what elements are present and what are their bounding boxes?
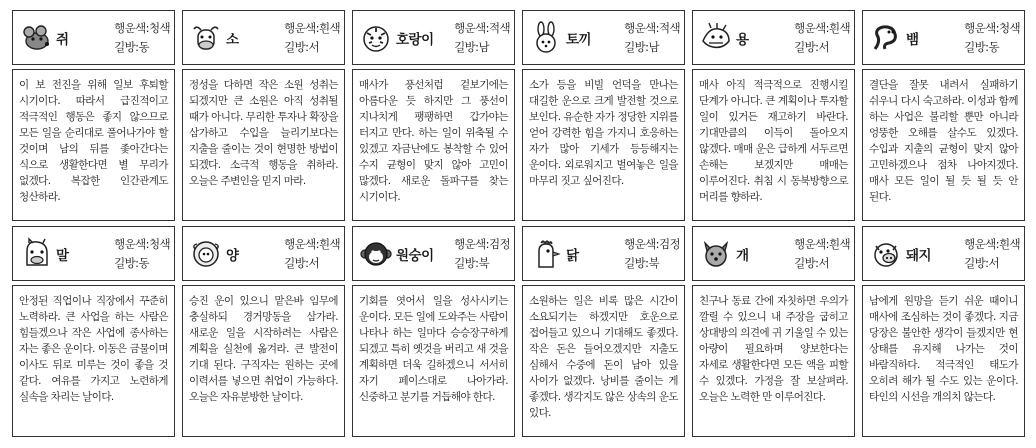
lucky-color — [794, 235, 850, 254]
fortune-row — [12, 10, 1028, 221]
lucky-color-value: 흰색 — [828, 20, 850, 35]
lucky-direction-label: 길방: — [284, 39, 309, 54]
zodiac-card — [862, 226, 1025, 437]
lucky-color-value: 검정 — [658, 236, 680, 251]
lucky-direction — [114, 38, 170, 57]
lucky-direction-value: 서 — [818, 255, 829, 270]
lucky-direction-value: 동 — [988, 39, 999, 54]
zodiac-card — [862, 10, 1025, 221]
lucky-direction-value: 서 — [308, 255, 319, 270]
lucky-color-value: 흰색 — [828, 236, 850, 251]
lucky-color-label: 행운색: — [454, 236, 489, 251]
tiger-icon — [359, 21, 393, 55]
rabbit-icon — [529, 21, 563, 55]
zodiac-header — [862, 226, 1025, 281]
fortune-text: 매사 아직 적극적으로 진행시킬 단계가 아니다. 큰 계획이나 투자할 일이 있거든 재고하기 바란다. 기대만큼의 이득이 돌아오지 않겠다. 매매 운은 급하게 서두르면 손해는 보겠지만 매매는 이루어진다. 취침 시 동북방향으로 머리를 향하라. — [692, 69, 855, 221]
lucky-color — [284, 235, 340, 254]
lucky-direction — [794, 38, 850, 57]
zodiac-header — [692, 226, 855, 281]
lucky-direction — [454, 254, 510, 273]
zodiac-card — [352, 10, 515, 221]
pig-icon — [869, 237, 903, 271]
lucky-direction — [624, 254, 680, 273]
lucky-color-value: 적색 — [658, 20, 680, 35]
lucky-info — [794, 19, 850, 57]
lucky-color-value: 검정 — [488, 236, 510, 251]
zodiac-header — [182, 226, 345, 281]
lucky-info — [114, 19, 170, 57]
zodiac-header — [12, 226, 175, 281]
lucky-color-label: 행운색: — [284, 236, 319, 251]
fortune-text: 승진 운이 있으니 맡은바 임무에 충실하되 경거망동을 삼가라. 새로운 일을 시작하려는 사람은 계획을 실천에 옮겨라. 큰 발전이 기대 된다. 구직자는 원하는 곳에 이력서를 넣으면 취업이 가능하다. 오늘은 자유분방한 날이다. — [182, 285, 345, 437]
lucky-info — [624, 19, 680, 57]
lucky-info — [284, 235, 340, 273]
lucky-color-label: 행운색: — [794, 20, 829, 35]
ox-icon — [189, 21, 223, 55]
zodiac-animal-name: 용 — [736, 31, 749, 48]
zodiac-header — [182, 10, 345, 65]
lucky-color — [624, 19, 680, 38]
zodiac-header — [522, 226, 685, 281]
lucky-direction-value: 남 — [648, 39, 659, 54]
lucky-color — [284, 19, 340, 38]
lucky-color-value: 흰색 — [318, 236, 340, 251]
zodiac-card — [182, 10, 345, 221]
lucky-color — [454, 19, 510, 38]
lucky-info — [964, 19, 1020, 57]
monkey-icon — [359, 237, 393, 271]
sheep-icon — [189, 237, 223, 271]
horse-icon — [19, 237, 53, 271]
lucky-direction-value: 북 — [648, 255, 659, 270]
zodiac-header — [522, 10, 685, 65]
lucky-direction-label: 길방: — [284, 255, 309, 270]
zodiac-card — [12, 226, 175, 437]
fortune-text: 소원하는 일은 비록 많은 시간이 소요되기는 하겠지만 호운으로 접어들고 있으니 기대해도 좋겠다. 작은 돈은 들어오겠지만 지출도 심해서 수중에 돈이 남아 있을 사이가 없겠다. 낭비를 줄이는 게 좋겠다. 생각지도 않은 상속의 운도 있다. — [522, 285, 685, 437]
lucky-color — [114, 19, 170, 38]
lucky-direction-value: 동 — [138, 39, 149, 54]
zodiac-card — [692, 226, 855, 437]
lucky-info — [454, 235, 510, 273]
zodiac-header — [12, 10, 175, 65]
lucky-info — [284, 19, 340, 57]
fortune-text: 안정된 직업이나 직장에서 꾸준히 노력하라. 큰 사업을 하는 사람은 힘들겠으나 작은 사업에 종사하는 자는 좋은 운이다. 이동은 금물이며 이사도 뒤로 미루는 것이 좋을 것 같다. 여유를 가지고 노련하게 실속을 차리는 날이다. — [12, 285, 175, 437]
zodiac-card — [352, 226, 515, 437]
lucky-direction — [114, 254, 170, 273]
lucky-info — [964, 235, 1020, 273]
zodiac-animal-name: 돼지 — [906, 247, 932, 264]
fortune-text: 기회를 엿어서 일을 성사시키는 운이다. 모든 일에 도와주는 사람이 나타나 하는 일마다 승승장구하게 되겠고 특히 옛것을 버리고 새 것을 계획하면 더욱 길하겠으니 서서히 자기 페이스대로 나아가라. 신중하고 분기를 거듭해야 한다. — [352, 285, 515, 437]
lucky-color-value: 흰색 — [318, 20, 340, 35]
lucky-direction-label: 길방: — [624, 39, 649, 54]
zodiac-header — [862, 10, 1025, 65]
lucky-direction-label: 길방: — [114, 255, 139, 270]
dog-icon — [699, 237, 733, 271]
lucky-direction — [284, 254, 340, 273]
lucky-direction-label: 길방: — [454, 255, 479, 270]
lucky-info — [114, 235, 170, 273]
zodiac-animal-name: 말 — [56, 247, 69, 264]
lucky-direction-value: 북 — [478, 255, 489, 270]
fortune-grid — [12, 10, 1028, 440]
zodiac-header — [352, 226, 515, 281]
lucky-color-label: 행운색: — [624, 20, 659, 35]
lucky-direction-value: 동 — [138, 255, 149, 270]
lucky-direction-value: 서 — [988, 255, 999, 270]
fortune-text: 소가 등을 비빌 언덕을 만나는 대길한 운으로 크게 발전할 것으로 보인다. 유순한 자가 정당한 지위를 얻어 강력한 힘을 가지니 호응하는 자가 많아 기세가 등등해지는 운이다. 외로워지고 벌여놓은 일을 마무리 짓고 싶어진다. — [522, 69, 685, 221]
zodiac-animal-name: 닭 — [566, 247, 579, 264]
lucky-info — [624, 235, 680, 273]
rat-icon — [19, 21, 53, 55]
lucky-color-label: 행운색: — [964, 20, 999, 35]
rooster-icon — [529, 237, 563, 271]
lucky-direction-label: 길방: — [964, 39, 989, 54]
lucky-color-label: 행운색: — [624, 236, 659, 251]
fortune-text: 남에게 원망을 듣기 쉬운 때이니 매사에 조심하는 것이 좋겠다. 지금 당장은 불안한 생각이 들겠지만 현 상태를 유지해 나가는 것이 바람직하다. 적극적인 태도가 오히려 해가 될 수도 있는 운이다. 타인의 시선을 개의치 않는다. — [862, 285, 1025, 437]
lucky-color-label: 행운색: — [964, 236, 999, 251]
fortune-text: 이 보 전진을 위해 일보 후퇴할 시기이다. 따라서 급진적이고 적극적인 행동은 좋지 않으므로 모든 일을 순리대로 풀어나가야 할 것이며 남의 뒤를 좇아간다는 식으로 생활한다면 별 무리가 없겠다. 복잡한 인간관계도 청산하라. — [12, 69, 175, 221]
dragon-icon — [699, 21, 733, 55]
fortune-text: 결단을 잘못 내려서 실패하기 쉬우니 다시 숙고하라. 이성과 함께 하는 사업은 불리할 뿐만 아니라 엉뚱한 오해를 살수도 있겠다. 수입과 지출의 균형이 맞지 않아 고민하겠으나 점차 나아지겠다. 매사 모든 일이 될 듯 될 듯 안 된다. — [862, 69, 1025, 221]
lucky-direction-label: 길방: — [454, 39, 479, 54]
lucky-direction-label: 길방: — [624, 255, 649, 270]
lucky-info — [454, 19, 510, 57]
fortune-text: 정성을 다하면 작은 소원 성취는 되겠지만 큰 소원은 아직 성취될 때가 아니다. 무리한 투자나 확장을 삼가하고 수입을 늘리기보다는 지출을 줄이는 것이 현명한 방법이 되겠다. 소극적 행동을 취하라. 오늘은 주변인을 믿지 마라. — [182, 69, 345, 221]
zodiac-animal-name: 소 — [226, 31, 239, 48]
lucky-color-label: 행운색: — [284, 20, 319, 35]
lucky-direction-value: 서 — [308, 39, 319, 54]
zodiac-card — [522, 10, 685, 221]
lucky-color-value: 청색 — [998, 20, 1020, 35]
lucky-direction — [284, 38, 340, 57]
fortune-text: 매사가 풍선처럼 겉보기에는 아름다운 듯 하지만 그 풍선이 지나치게 팽팽하면 갑가야는 터지고 만다. 하는 일이 위축될 수 있겠고 자금난에도 봉착할 수 있어 수지 균형이 맞지 않아 고민이 많겠다. 새로운 돌파구를 찾는 시기이다. — [352, 69, 515, 221]
zodiac-header — [352, 10, 515, 65]
lucky-direction-value: 남 — [478, 39, 489, 54]
zodiac-animal-name: 토끼 — [566, 31, 592, 48]
zodiac-card — [12, 10, 175, 221]
lucky-color-value: 청색 — [148, 20, 170, 35]
lucky-direction — [624, 38, 680, 57]
lucky-direction — [454, 38, 510, 57]
lucky-direction — [964, 254, 1020, 273]
zodiac-animal-name: 호랑이 — [396, 31, 434, 48]
fortune-row — [12, 226, 1028, 437]
lucky-direction-value: 서 — [818, 39, 829, 54]
lucky-color — [454, 235, 510, 254]
zodiac-animal-name: 쥐 — [56, 31, 69, 48]
lucky-direction-label: 길방: — [114, 39, 139, 54]
zodiac-card — [182, 226, 345, 437]
lucky-color — [114, 235, 170, 254]
zodiac-animal-name: 개 — [736, 247, 749, 264]
lucky-color-value: 청색 — [148, 236, 170, 251]
lucky-color-label: 행운색: — [454, 20, 489, 35]
fortune-text: 친구나 동료 간에 자칫하면 우의가 깔릴 수 있으니 내 주장을 굽히고 상대방의 의견에 귀 기울일 수 있는 아량이 필요하며 양보한다는 자세로 생활한다면 모든 액을 피할 수 있겠다. 가정을 잘 보살펴라. 오늘은 노력한 만 이루어진다. — [692, 285, 855, 437]
lucky-color-label: 행운색: — [114, 236, 149, 251]
lucky-direction-label: 길방: — [794, 255, 819, 270]
zodiac-animal-name: 양 — [226, 247, 239, 264]
zodiac-animal-name: 뱀 — [906, 31, 919, 48]
snake-icon — [869, 21, 903, 55]
lucky-direction-label: 길방: — [964, 255, 989, 270]
lucky-color-label: 행운색: — [114, 20, 149, 35]
zodiac-card — [522, 226, 685, 437]
lucky-color-label: 행운색: — [794, 236, 829, 251]
lucky-color-value: 흰색 — [998, 236, 1020, 251]
lucky-direction — [964, 38, 1020, 57]
lucky-color — [624, 235, 680, 254]
lucky-color — [964, 235, 1020, 254]
lucky-info — [794, 235, 850, 273]
lucky-color — [794, 19, 850, 38]
zodiac-header — [692, 10, 855, 65]
lucky-direction-label: 길방: — [794, 39, 819, 54]
lucky-direction — [794, 254, 850, 273]
zodiac-animal-name: 원숭이 — [396, 247, 434, 264]
lucky-color-value: 적색 — [488, 20, 510, 35]
lucky-color — [964, 19, 1020, 38]
zodiac-card — [692, 10, 855, 221]
